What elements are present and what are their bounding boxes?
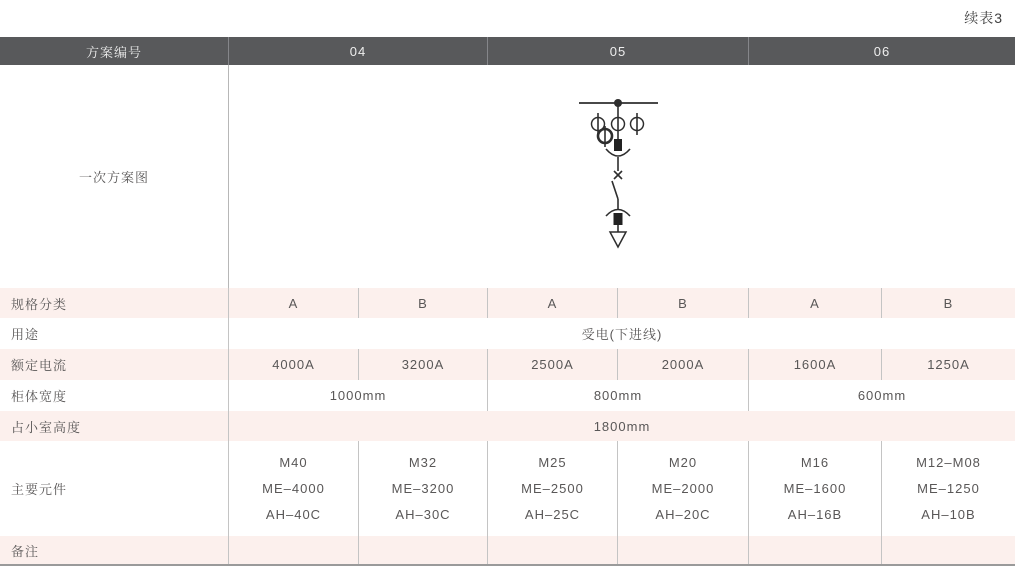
spec-cell: A <box>748 288 881 318</box>
row-label: 额定电流 <box>11 358 68 373</box>
remarks-cell <box>617 536 748 564</box>
row-label: 占小室高度 <box>11 419 82 435</box>
row-label: 规格分类 <box>11 296 68 312</box>
components-cell: M20 ME–2000 AH–20C <box>617 441 748 536</box>
row-label: 备注 <box>11 543 40 559</box>
remarks-cell <box>748 536 881 564</box>
rated-current-cell: 4000A <box>228 349 358 380</box>
cabinet-width-cell: 600mm <box>748 380 1015 411</box>
spec-cell: B <box>881 288 1015 318</box>
table-row-remarks <box>0 536 1015 564</box>
row-label-primary-diagram: 一次方案图 <box>78 170 149 185</box>
single-line-circuit-diagram-icon <box>576 95 661 250</box>
table-header-row <box>0 37 1015 65</box>
row-label: 柜体宽度 <box>11 389 68 404</box>
usage-cell: 受电(下进线) <box>228 318 1015 349</box>
rated-current-cell: 1250A <box>881 349 1015 380</box>
table-continuation-caption: 续表3 <box>964 10 1003 26</box>
spec-cell: A <box>228 288 358 318</box>
table-row-compartment-height <box>0 411 1015 441</box>
table-row-spec-class <box>0 288 1015 318</box>
diagram-row <box>0 65 1015 288</box>
table-row-rated-current <box>0 349 1015 380</box>
components-cell: M25 ME–2500 AH–25C <box>487 441 617 536</box>
header-scheme-number-label: 方案编号 <box>85 44 142 60</box>
spec-cell: A <box>487 288 617 318</box>
header-scheme-05: 05 <box>487 37 748 65</box>
rated-current-cell: 1600A <box>748 349 881 380</box>
components-cell: M16 ME–1600 AH–16B <box>748 441 881 536</box>
cabinet-width-cell: 800mm <box>487 380 748 411</box>
rated-current-cell: 3200A <box>358 349 487 380</box>
remarks-cell <box>881 536 1015 564</box>
remarks-cell <box>487 536 617 564</box>
row-label: 主要元件 <box>11 482 68 497</box>
components-cell: M40 ME–4000 AH–40C <box>228 441 358 536</box>
diagram-area <box>228 65 1015 288</box>
specification-table <box>0 37 1015 566</box>
rated-current-cell: 2500A <box>487 349 617 380</box>
header-scheme-04: 04 <box>228 37 487 65</box>
remarks-cell <box>228 536 358 564</box>
table-row-cabinet-width <box>0 380 1015 411</box>
cabinet-width-cell: 1000mm <box>228 380 487 411</box>
components-cell: M12–M08 ME–1250 AH–10B <box>881 441 1015 536</box>
spec-cell: B <box>617 288 748 318</box>
table-row-main-components <box>0 441 1015 536</box>
compartment-height-cell: 1800mm <box>228 411 1015 441</box>
table-row-usage <box>0 318 1015 349</box>
header-scheme-06: 06 <box>748 37 1015 65</box>
row-label: 用途 <box>11 327 40 342</box>
components-cell: M32 ME–3200 AH–30C <box>358 441 487 536</box>
rated-current-cell: 2000A <box>617 349 748 380</box>
spec-cell: B <box>358 288 487 318</box>
remarks-cell <box>358 536 487 564</box>
